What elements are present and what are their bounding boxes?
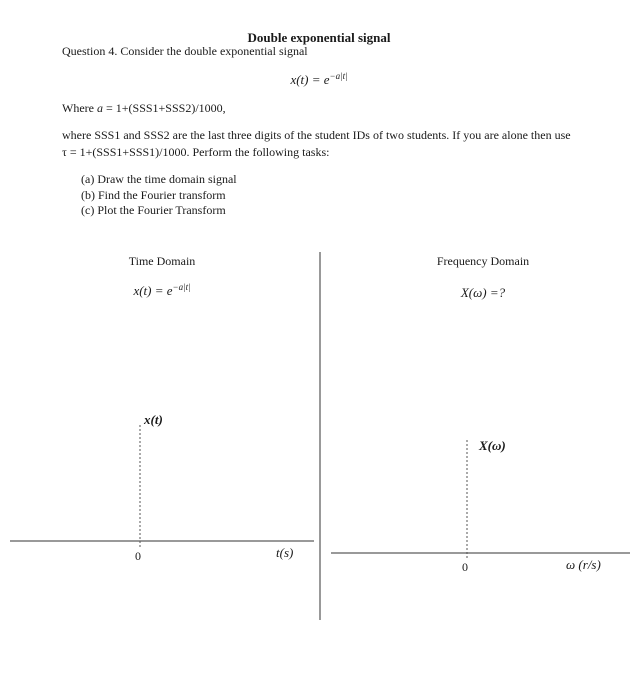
- main-equation-base: x(t) = e: [290, 72, 330, 87]
- instructions-line-2: τ = 1+(SSS1+SSS1)/1000. Perform the following tasks:: [62, 145, 330, 159]
- instructions-line-1: where SSS1 and SSS2 are the last three digits of the student IDs of two students. If you are alone then use: [62, 128, 571, 142]
- time-equation-exponent: −a|t|: [172, 282, 191, 292]
- where-definition: = 1+(SSS1+SSS2)/1000,: [102, 101, 226, 115]
- where-variable: a: [96, 101, 103, 115]
- task-c: (c) Plot the Fourier Transform: [81, 203, 226, 217]
- frequency-y-label: X(ω): [479, 438, 506, 453]
- time-x-label: t(s): [276, 545, 294, 560]
- where-prefix: Where: [62, 101, 97, 115]
- frequency-domain-heading: Frequency Domain: [436, 254, 530, 268]
- time-domain-heading: Time Domain: [128, 254, 196, 268]
- main-equation-exponent: −a|t|: [329, 71, 348, 81]
- frequency-domain-equation: X(ω) =?: [460, 285, 506, 300]
- task-a: (a) Draw the time domain signal: [81, 172, 237, 186]
- time-origin-label: 0: [135, 549, 141, 563]
- time-y-label: x(t): [144, 412, 163, 427]
- document-title: Double exponential signal: [247, 30, 391, 45]
- frequency-origin-label: 0: [462, 560, 468, 574]
- question-text: Question 4. Consider the double exponential signal: [62, 44, 308, 58]
- frequency-x-label: ω (r/s): [566, 557, 601, 572]
- time-equation-base: x(t) = e: [133, 283, 173, 298]
- task-b: (b) Find the Fourier transform: [81, 188, 226, 202]
